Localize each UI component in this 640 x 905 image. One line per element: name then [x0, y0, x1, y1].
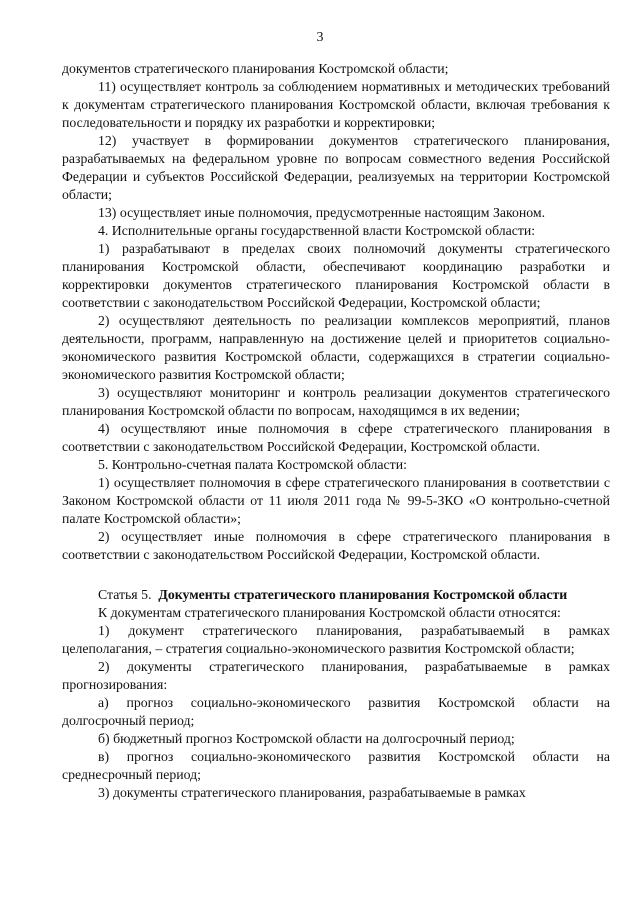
article-title: Документы стратегического планирования Костромской области [158, 587, 568, 602]
section-heading: 4. Исполнительные органы государственной власти Костромской области: [98, 223, 536, 238]
paragraph: 3) документы стратегического планирования, разрабатываемые в рамках [98, 785, 526, 800]
paragraph: 2) документы стратегического планирования, разрабатываемые в рамках прогнозирования: [62, 659, 610, 692]
document-body [62, 60, 610, 802]
paragraph: 3) осуществляют мониторинг и контроль реализации документов стратегического планирования Костромской области по вопросам, находящимся в их ведении; [62, 385, 610, 418]
paragraph: 2) осуществляет иные полномочия в сфере стратегического планирования в соответствии с законодательством Российской Федерации, Костромской области. [62, 529, 610, 562]
paragraph: 4) осуществляют иные полномочия в сфере стратегического планирования в соответствии с законодательством Российской Федерации, Костромской области. [62, 421, 610, 454]
paragraph: 11) осуществляет контроль за соблюдением нормативных и методических требований к документам стратегического планирования Костромской области, включая требования к последовательности и порядку их разработки и корректировки; [62, 79, 610, 130]
spacer [62, 564, 610, 586]
article-heading [62, 586, 610, 604]
paragraph: б) бюджетный прогноз Костромской области на долгосрочный период; [98, 731, 515, 746]
paragraph: 13) осуществляет иные полномочия, предусмотренные настоящим Законом. [98, 205, 546, 220]
paragraph: 1) документ стратегического планирования, разрабатываемый в рамках целеполагания, – стратегия социально-экономического развития Костромской области; [62, 623, 610, 656]
paragraph: 1) осуществляет полномочия в сфере стратегического планирования в соответствии с Законом Костромской области от 11 июля 2011 года № 99-5-ЗКО «О контрольно-счетной палате Костромской области»; [62, 475, 610, 526]
paragraph: 1) разрабатывают в пределах своих полномочий документы стратегического планирования Костромской области, обеспечивают координацию разработки и корректировки документов стратегического планирования Костромской области в соответствии с законодательством Российской Федерации, Костромской области; [62, 241, 610, 310]
article-number: Статья 5. [98, 587, 152, 602]
paragraph: а) прогноз социально-экономического развития Костромской области на долгосрочный период; [62, 695, 610, 728]
paragraph: К документам стратегического планирования Костромской области относятся: [98, 605, 561, 620]
page-number: 3 [316, 30, 324, 45]
paragraph: 2) осуществляют деятельность по реализации комплексов мероприятий, планов деятельности, программ, направленную на достижение целей и приоритетов социально-экономического развития Костромской области, содержащихся в стратегии социально-экономического развития Костромской области; [62, 313, 610, 382]
paragraph: 12) участвует в формировании документов стратегического планирования, разрабатываемых на федеральном уровне по вопросам совместного ведения Российской Федерации и субъектов Российской Федерации, реализуемых на территории Костромской области; [62, 133, 610, 202]
paragraph: документов стратегического планирования Костромской области; [62, 61, 449, 76]
section-heading: 5. Контрольно-счетная палата Костромской области: [98, 457, 407, 472]
paragraph: в) прогноз социально-экономического развития Костромской области на среднесрочный период; [62, 749, 610, 782]
